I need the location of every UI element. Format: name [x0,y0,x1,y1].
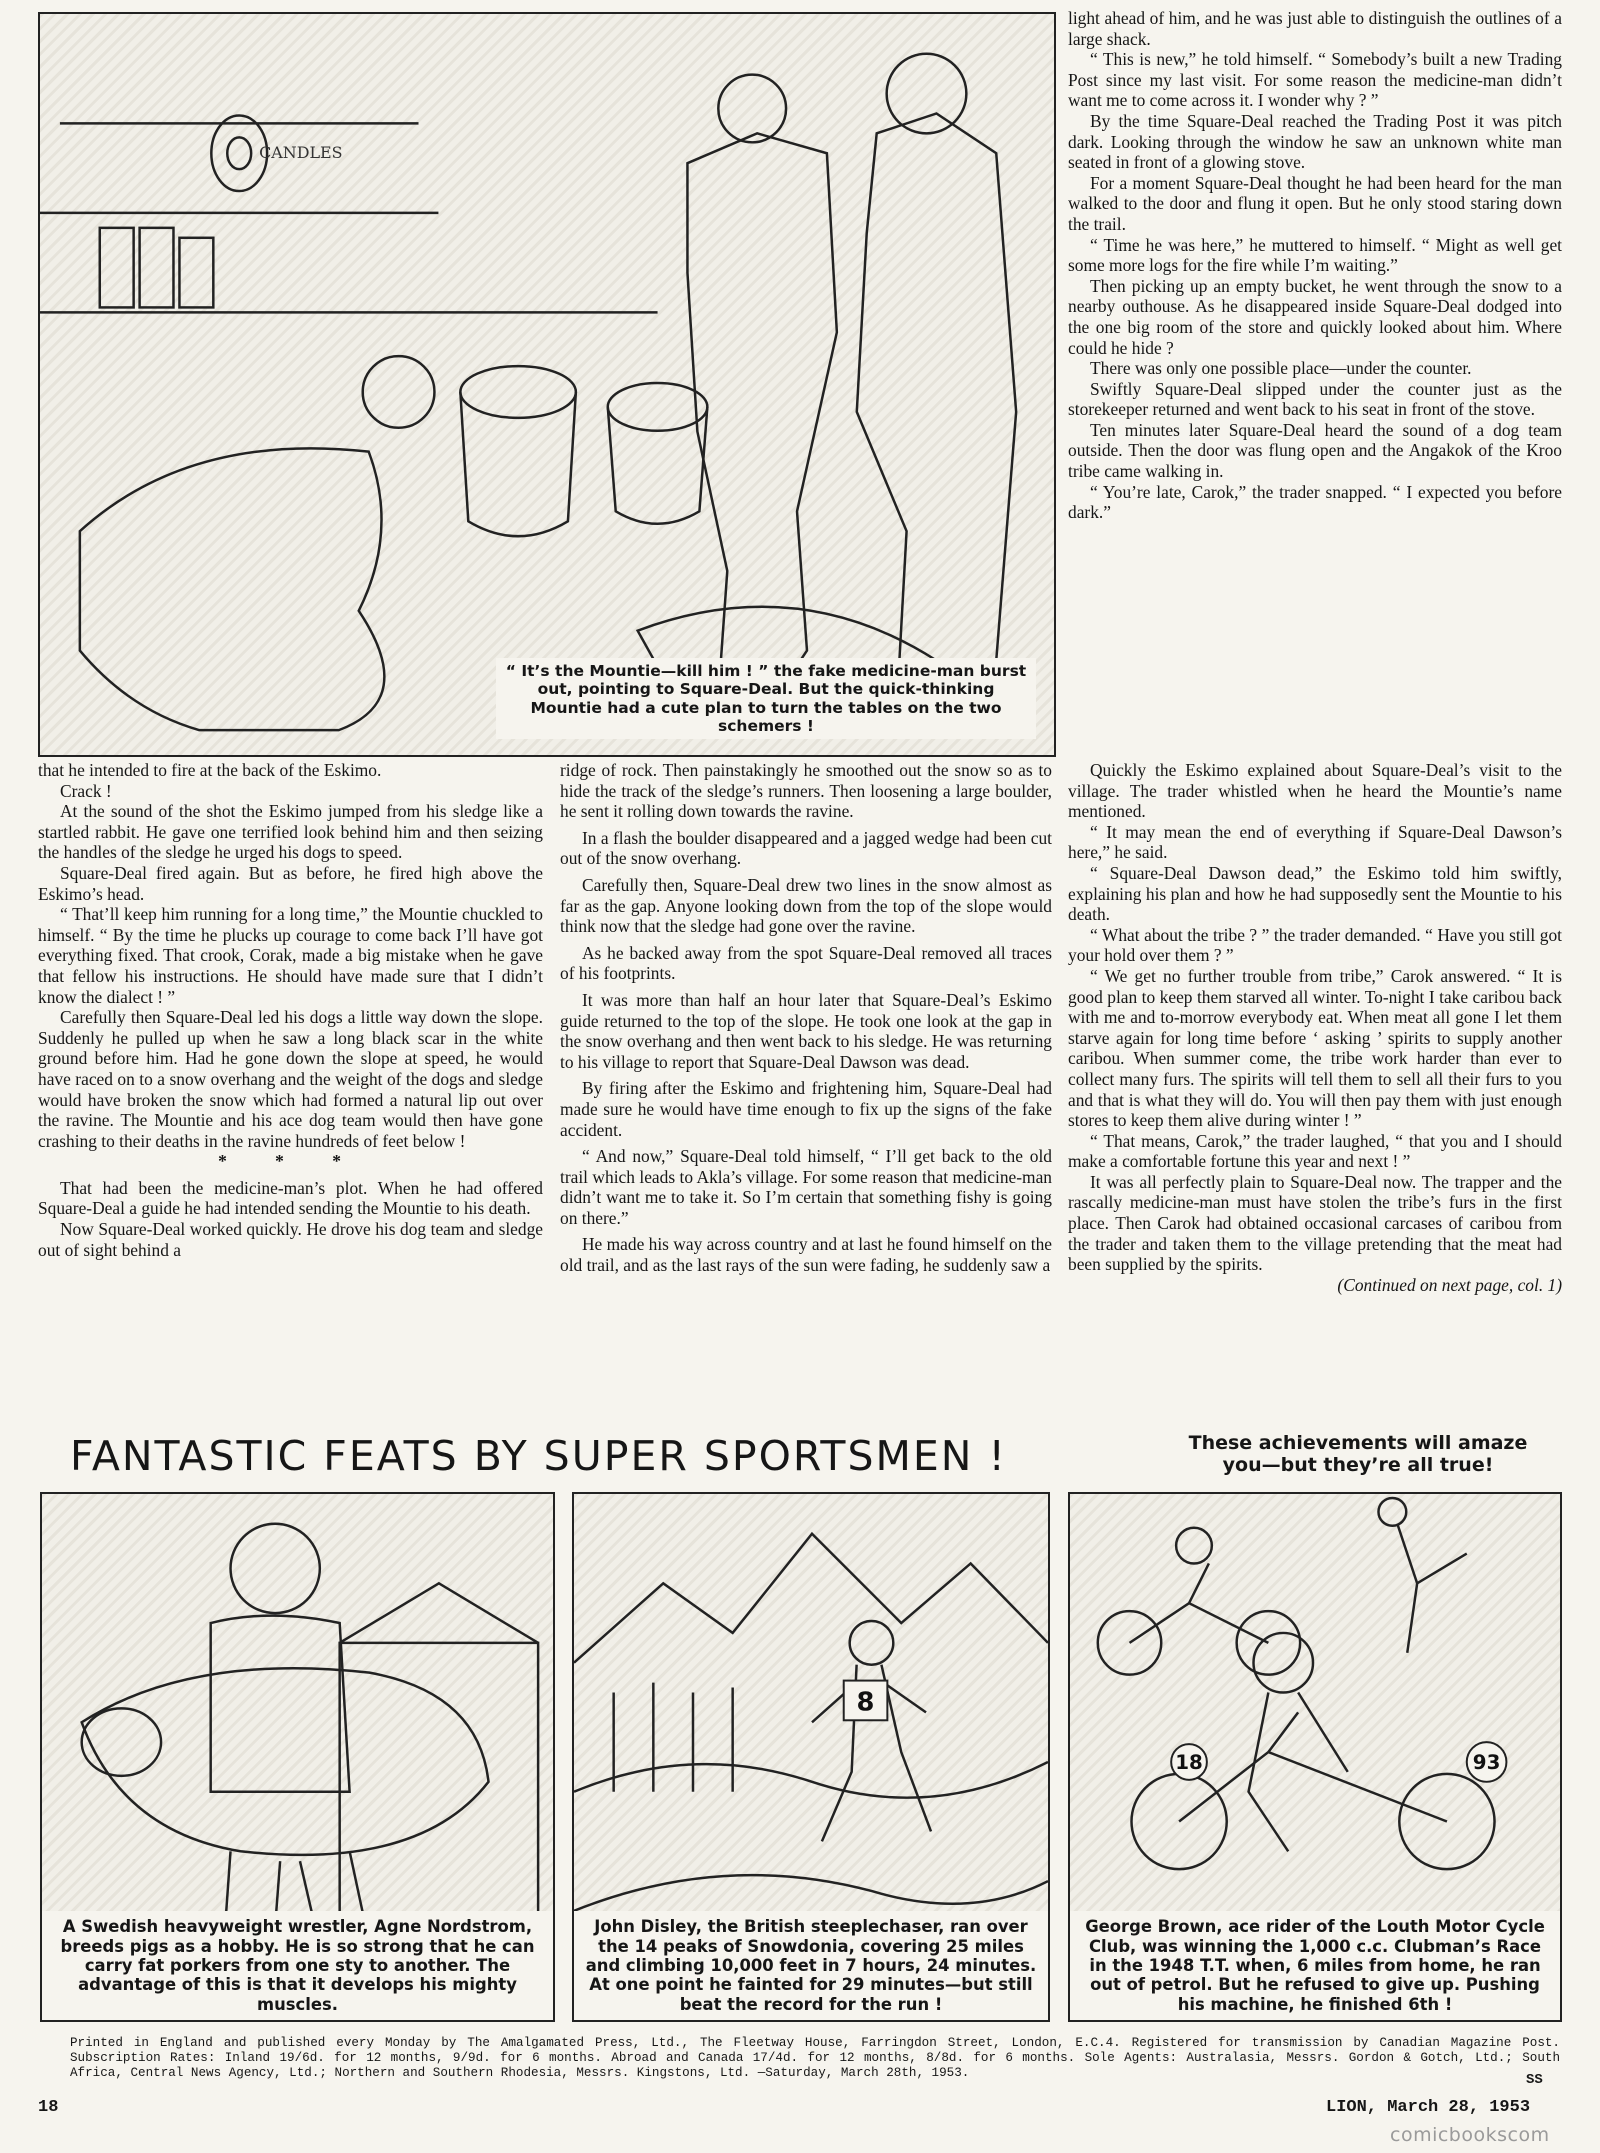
paragraph: Ten minutes later Square-Deal heard the sound of a dog team outside. Then the door was flung open and the Angakok of the Kroo tribe came walking in. [1068,419,1562,482]
runner-bib-number: 8 [856,1687,875,1718]
paragraph: By firing after the Eskimo and frightening him, Square-Deal had made sure he would have time enough to fix up the signs of the fake accident. [560,1078,1052,1140]
paragraph: As he backed away from the spot Square-Deal removed all traces of his footprints. [560,942,1052,984]
paragraph: “ And now,” Square-Deal told himself, “ I’ll get back to the old trail which leads to Akla’s village. For some reason that medicine-man didn’t want me to take it. So I’m certain that something fishy is going on there.” [560,1146,1052,1228]
paragraph: Now Square-Deal worked quickly. He drove his dog team and sledge out of sight behind a [38,1219,543,1260]
story-column-3-top [1068,8,1562,523]
paragraph: By the time Square-Deal reached the Trading Post it was pitch dark. Looking through the window he saw an unknown white man seated in front of a glowing stove. [1068,110,1562,173]
paragraph: He made his way across country and at last he found himself on the old trail, and as the last rays of the sun were fading, he suddenly saw a [560,1234,1052,1276]
story-illustration [38,12,1056,757]
paragraph: “ Time he was here,” he muttered to himself. “ Might as well get some more logs for the fire while I’m waiting.” [1068,234,1562,276]
feature-panel-runner [572,1492,1050,2022]
story-column-1 [38,760,543,1260]
paragraph: “ We get no further trouble from tribe,” Carok answered. “ It is good plan to keep them starved all winter. To-night I take caribou back with me and to-morrow everybody eat. When meat all gone I let them starve again for long time before ‘ asking ’ spirits to supply another caribou. When summer come, the tribe work harder than ever to collect many furs. The spirits will tell them to sell all their furs to you and that is what they will do. You will then pay them with just enough stores to keep them alive during winter ! ” [1068,965,1562,1131]
paragraph: “ What about the tribe ? ” the trader demanded. “ Have you still got your hold over them ? ” [1068,924,1562,966]
paragraph: That had been the medicine-man’s plot. When he had offered Square-Deal a guide he had intended sending the Mountie to his death. [38,1177,543,1219]
paragraph: Then picking up an empty bucket, he went through the snow to a nearby outhouse. As he disappeared inside Square-Deal dodged into the one big room of the store and quickly looked about him. Where could he hide ? [1068,275,1562,358]
feature-panel-wrestler [40,1492,555,2022]
story-column-2 [560,760,1052,1276]
paragraph: For a moment Square-Deal thought he had been heard for the man walked to the door and flung it open. But he only stood staring down the trail. [1068,172,1562,234]
illustration-caption: “ It’s the Mountie—kill him ! ” the fake medicine-man burst out, pointing to Square-Deal. But the quick-thinking Mountie had a cute plan to turn the tables on the two schemers ! [496,658,1036,739]
motorcyclist-caption: George Brown, ace rider of the Louth Motor Cycle Club, was winning the 1,000 c.c. Clubman’s Race in the 1948 T.T. when, 6 miles from home, he ran out of petrol. But he refused to give up. Pushing his machine, he finished 6th ! [1070,1911,1560,2020]
paragraph: Square-Deal fired again. But as before, he fired high above the Eskimo’s head. [38,862,543,904]
paragraph: “ It may mean the end of everything if Square-Deal Dawson’s here,” he said. [1068,821,1562,863]
paragraph: Swiftly Square-Deal slipped under the counter just as the storekeeper returned and went back to his seat in front of the stove. [1068,378,1562,420]
paragraph: There was only one possible place—under the counter. [1090,358,1472,379]
issue-line: LION, March 28, 1953 [1326,2098,1531,2117]
paragraph: It was more than half an hour later that Square-Deal’s Eskimo guide returned to the top of the slope. He took one look at the gap in the snow overhang and then went back to his sledge. He was returning to his village to report that Square-Deal Dawson was dead. [560,989,1052,1072]
feature-headline: FANTASTIC FEATS BY SUPER SPORTSMEN ! [70,1432,1007,1480]
paragraph: “ That means, Carok,” the trader laughed, “ that you and I should make a comfortable fortune this year and next ! ” [1068,1130,1562,1172]
trading-post-scene-art [40,14,1054,755]
paragraph: “ This is new,” he told himself. “ Somebody’s built a new Trading Post since my last visit. For some reason the medicine-man didn’t want me to come across it. I wonder why ? ” [1068,49,1562,111]
paragraph: Quickly the Eskimo explained about Square-Deal’s visit to the village. The trader whistled when he heard the Mountie’s name mentioned. [1068,760,1562,822]
story-column-3-bottom [1068,760,1562,1295]
bike-number-rear: 93 [1472,1750,1501,1774]
paragraph: At the sound of the shot the Eskimo jumped from his sledge like a startled rabbit. He gave one terrified look behind him and then seizing the handles of the sledge he urged his dogs to speed. [38,801,543,863]
paragraph: Carefully then, Square-Deal drew two lines in the snow almost as far as the gap. Anyone looking down from the top of the slope would think now that the sledge had gone over the ravine. [560,874,1052,937]
feature-tagline: These achievements will amaze you—but they’re all true! [1188,1432,1528,1476]
paragraph: that he intended to fire at the back of the Eskimo. [38,760,382,780]
imprint-code: SS [1526,2072,1543,2088]
paragraph: light ahead of him, and he was just able to distinguish the outlines of a large shack. [1068,8,1562,49]
paragraph: “ You’re late, Carok,” the trader snapped. “ I expected you before dark.” [1068,481,1562,523]
paragraph: Crack ! [60,780,112,801]
paragraph: In a flash the boulder disappeared and a jagged wedge had been cut out of the snow overhang. [560,827,1052,869]
continued-note: (Continued on next page, col. 1) [1337,1274,1562,1295]
paragraph: Carefully then Square-Deal led his dogs a little way down the slope. Suddenly he pulled up when he saw a long black scar in the white ground before him. Had he gone down the slope at speed, he would have raced on to a snow overhang and the weight of the dogs and sledge would have broken the snow which had formed a natural lip out over the ravine. The Mountie and his ace dog team would then have gone crashing to their deaths in the ravine hundreds of feet below ! [38,1007,543,1151]
paragraph: ridge of rock. Then painstakingly he smoothed out the snow so as to hide the track of the sledge’s runners. Then loosening a large boulder, he sent it rolling down towards the ravine. [560,760,1052,822]
feature-panel-motorcyclist [1068,1492,1562,2022]
watermark: comicbookscom [1390,2124,1550,2146]
page-number: 18 [38,2098,59,2117]
publication-imprint: Printed in England and published every Monday by The Amalgamated Press, Ltd., The Fleetway House, Farringdon Street, London, E.C.4. Registered for transmission by Canadian Magazine Post. Subscription Rates: Inland 19/6d. for 12 months, 9/9d. for 6 months. Abroad and Canada 17/4d. for 12 months, 8/8d. for 6 months. Sole Agents: Australasia, Messrs. Gordon & Gotch, Ltd.; South Africa, Central News Agency, Ltd.; Northern and Southern Rhodesia, Messrs. Kingstons, Ltd. —Saturday, March 28th, 1953. [70,2036,1560,2080]
paragraph: “ That’ll keep him running for a long time,” the Mountie chuckled to himself. “ By the time he plucks up courage to come back I’ll have got everything fixed. That crook, Corak, made a big mistake when he gave that fellow his instructions. He should have made sure that I didn’t know the dialect ! ” [38,904,543,1007]
wrestler-caption: A Swedish heavyweight wrestler, Agne Nordstrom, breeds pigs as a hobby. He is so strong that he can carry fat porkers from one sty to another. The advantage of this is that it develops his mighty muscles. [42,1911,553,2020]
section-break: * * * [218,1151,363,1172]
runner-caption: John Disley, the British steeplechaser, ran over the 14 peaks of Snowdonia, covering 25 miles and climbing 10,000 feet in 7 hours, 24 minutes. At one point he fainted for 29 minutes—but still beat the record for the run ! [574,1911,1048,2020]
paragraph: “ Square-Deal Dawson dead,” the Eskimo told him swiftly, explaining his plan and how he had supposedly sent the Mountie to his death. [1068,862,1562,925]
bike-number-front: 18 [1175,1750,1203,1774]
paragraph: It was all perfectly plain to Square-Deal now. The trapper and the rascally medicine-man must have stolen the tribe’s furs in the first place. Then Carok had obtained occasional carcases of caribou from the trader and taken them to the village pretending that the meat had been supplied by the spirits. [1068,1171,1562,1275]
svg-text:CANDLES: CANDLES [259,143,343,163]
